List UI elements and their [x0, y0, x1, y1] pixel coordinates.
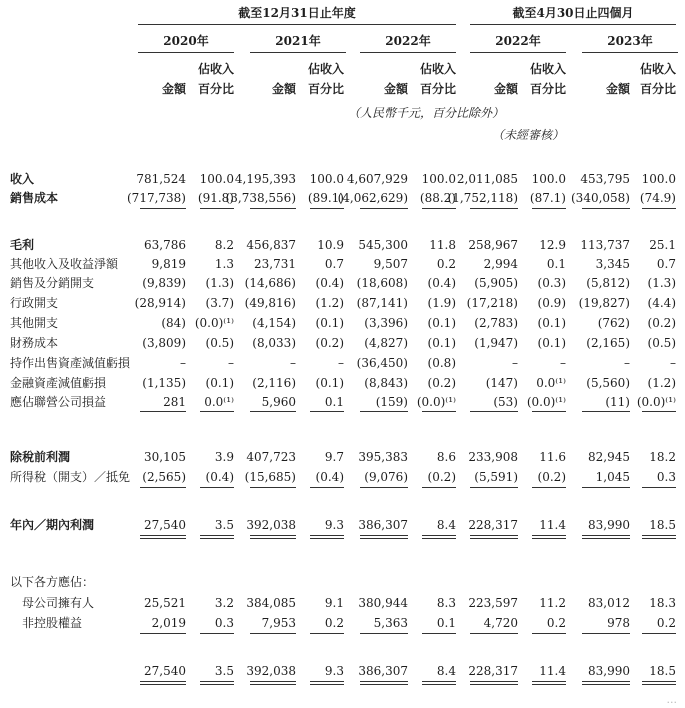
- amount-column-heading: 金額: [383, 82, 408, 96]
- amount-column-heading: 金額: [161, 82, 186, 96]
- amount-cell: (87,141): [356, 296, 408, 310]
- column-rule: [250, 411, 296, 412]
- row-label: 銷售成本: [10, 191, 59, 205]
- pct-column-heading: 百分比: [419, 82, 456, 96]
- column-rule: [532, 411, 566, 412]
- column-rule: [310, 487, 344, 488]
- amount-cell: (5,905): [474, 276, 518, 290]
- amount-cell: 281: [163, 395, 186, 409]
- percentage-cell: 0.7: [324, 257, 344, 271]
- percentage-cell: 0.7: [656, 257, 676, 271]
- amount-cell: –: [512, 356, 518, 370]
- column-rule: [200, 538, 234, 539]
- column-rule: [422, 411, 456, 412]
- amount-cell: 5,363: [373, 616, 408, 630]
- amount-cell: (84): [161, 316, 186, 330]
- amount-cell: 407,723: [246, 450, 296, 464]
- percentage-cell: (1.2): [647, 376, 676, 390]
- column-rule: [360, 681, 408, 682]
- amount-cell: 30,105: [144, 450, 186, 464]
- year-heading: 2020年: [163, 34, 209, 48]
- amount-cell: 113,737: [580, 238, 630, 252]
- amount-cell: (717,738): [127, 191, 186, 205]
- row-label: 其他收入及收益淨額: [10, 257, 119, 271]
- percentage-cell: 100.0: [531, 172, 566, 186]
- column-rule: [642, 535, 676, 536]
- amount-cell: (53): [493, 395, 518, 409]
- percentage-cell: (1.2): [315, 296, 344, 310]
- amount-cell: 228,317: [468, 518, 518, 532]
- row-label: 除稅前利潤: [10, 450, 71, 464]
- amount-cell: (8,033): [252, 336, 296, 350]
- column-rule: [360, 411, 408, 412]
- amount-cell: 392,038: [246, 518, 296, 532]
- percentage-cell: 0.2: [324, 616, 344, 630]
- column-rule: [250, 684, 296, 685]
- column-rule: [470, 684, 518, 685]
- column-rule: [140, 681, 186, 682]
- percentage-cell: 0.2: [656, 616, 676, 630]
- amount-column-heading: 金額: [605, 82, 630, 96]
- year-rule: [250, 52, 346, 53]
- percentage-cell: 0.0⁽¹⁾: [204, 395, 234, 409]
- column-rule: [200, 411, 234, 412]
- percentage-cell: –: [228, 356, 234, 370]
- percentage-cell: (1.3): [205, 276, 234, 290]
- amount-cell: 5,960: [261, 395, 296, 409]
- percentage-cell: (0.0)⁽¹⁾: [526, 395, 566, 409]
- percentage-cell: 100.0: [199, 172, 234, 186]
- percentage-cell: –: [560, 356, 566, 370]
- row-label: 毛利: [10, 238, 35, 252]
- percentage-cell: (0.1): [315, 316, 344, 330]
- column-rule: [250, 208, 296, 209]
- percentage-cell: (1.9): [427, 296, 456, 310]
- row-label: 應佔聯營公司損益: [10, 395, 107, 409]
- amount-cell: (5,591): [474, 470, 518, 484]
- percentage-cell: 18.3: [649, 596, 676, 610]
- amount-cell: (15,685): [244, 470, 296, 484]
- column-rule: [470, 538, 518, 539]
- pct-column-heading: 百分比: [529, 82, 566, 96]
- percentage-cell: (0.2): [537, 470, 566, 484]
- percentage-cell: 0.0⁽¹⁾: [536, 376, 566, 390]
- amount-cell: (1,947): [474, 336, 518, 350]
- amount-cell: 1,045: [595, 470, 630, 484]
- row-label: 行政開支: [10, 296, 59, 310]
- amount-cell: 456,837: [246, 238, 296, 252]
- amount-cell: (5,812): [586, 276, 630, 290]
- percentage-cell: (0.1): [537, 316, 566, 330]
- year-rule: [582, 52, 678, 53]
- amount-cell: 9,819: [151, 257, 186, 271]
- column-rule: [360, 684, 408, 685]
- percentage-cell: (0.3): [537, 276, 566, 290]
- percentage-cell: (0.0)⁽¹⁾: [194, 316, 234, 330]
- column-rule: [532, 535, 566, 536]
- column-rule: [310, 538, 344, 539]
- amount-cell: 7,953: [261, 616, 296, 630]
- column-rule: [310, 411, 344, 412]
- column-rule: [532, 538, 566, 539]
- amount-cell: 27,540: [144, 518, 186, 532]
- pct-column-heading: 佔收入: [529, 62, 566, 76]
- row-label: 金融資產減值虧損: [10, 376, 107, 390]
- amount-cell: (9,839): [142, 276, 186, 290]
- column-rule: [422, 681, 456, 682]
- percentage-cell: (0.5): [205, 336, 234, 350]
- amount-cell: (762): [597, 316, 630, 330]
- column-rule: [140, 208, 186, 209]
- column-rule: [470, 681, 518, 682]
- year-rule: [138, 52, 234, 53]
- amount-cell: (36,450): [356, 356, 408, 370]
- year-heading: 2022年: [385, 34, 431, 48]
- percentage-cell: (0.1): [537, 336, 566, 350]
- percentage-cell: (0.1): [315, 376, 344, 390]
- unaudited-note: （未經審核）: [492, 128, 565, 142]
- column-rule: [582, 538, 630, 539]
- percentage-cell: 11.4: [539, 518, 566, 532]
- amount-cell: (19,827): [578, 296, 630, 310]
- column-rule: [582, 633, 630, 634]
- percentage-cell: –: [338, 356, 344, 370]
- unit-note: （人民幣千元，百分比除外）: [348, 106, 505, 120]
- percentage-cell: 8.2: [214, 238, 234, 252]
- row-label: 母公司擁有人: [22, 596, 95, 610]
- amount-cell: (17,218): [466, 296, 518, 310]
- amount-cell: (1,135): [142, 376, 186, 390]
- column-rule: [422, 633, 456, 634]
- percentage-cell: 3.5: [214, 518, 234, 532]
- row-label: 收入: [10, 172, 35, 186]
- amount-cell: 223,597: [468, 596, 518, 610]
- pct-column-heading: 百分比: [197, 82, 234, 96]
- amount-cell: (18,608): [356, 276, 408, 290]
- amount-cell: (4,827): [364, 336, 408, 350]
- row-label: 年內／期內利潤: [10, 518, 95, 532]
- column-rule: [360, 538, 408, 539]
- amount-cell: 23,731: [254, 257, 296, 271]
- column-rule: [250, 487, 296, 488]
- percentage-cell: (3.7): [205, 296, 234, 310]
- amount-cell: 386,307: [358, 518, 408, 532]
- percentage-cell: (0.2): [427, 470, 456, 484]
- row-label: 持作出售資產減值虧損: [10, 356, 131, 370]
- column-rule: [200, 681, 234, 682]
- amount-cell: (1,752,118): [447, 191, 518, 205]
- percentage-cell: (0.1): [427, 316, 456, 330]
- amount-cell: 27,540: [144, 664, 186, 678]
- column-rule: [470, 208, 518, 209]
- percentage-cell: 0.1: [546, 257, 566, 271]
- column-rule: [422, 487, 456, 488]
- column-rule: [422, 684, 456, 685]
- percentage-cell: 0.3: [656, 470, 676, 484]
- percentage-cell: (0.2): [427, 376, 456, 390]
- column-rule: [532, 681, 566, 682]
- row-label: 財務成本: [10, 336, 59, 350]
- amount-cell: 453,795: [580, 172, 630, 186]
- header-rule: [138, 24, 456, 25]
- column-rule: [250, 681, 296, 682]
- pct-column-heading: 佔收入: [197, 62, 234, 76]
- column-rule: [140, 411, 186, 412]
- percentage-cell: 18.5: [649, 518, 676, 532]
- column-rule: [582, 681, 630, 682]
- column-rule: [582, 684, 630, 685]
- percentage-cell: (0.9): [537, 296, 566, 310]
- amount-cell: 2,994: [483, 257, 518, 271]
- percentage-cell: 3.2: [214, 596, 234, 610]
- amount-cell: 63,786: [144, 238, 186, 252]
- amount-cell: (2,116): [252, 376, 296, 390]
- amount-cell: 978: [607, 616, 630, 630]
- year-heading: 2023年: [607, 34, 653, 48]
- percentage-cell: 8.6: [436, 450, 456, 464]
- percentage-cell: (4.4): [647, 296, 676, 310]
- amount-cell: (159): [375, 395, 408, 409]
- period-years-heading: 截至12月31日止年度: [238, 6, 356, 20]
- column-rule: [470, 411, 518, 412]
- column-rule: [422, 208, 456, 209]
- row-label: 所得稅（開支）／抵免: [10, 470, 131, 484]
- column-rule: [642, 681, 676, 682]
- percentage-cell: 11.8: [429, 238, 456, 252]
- amount-cell: 545,300: [358, 238, 408, 252]
- percentage-cell: 18.5: [649, 664, 676, 678]
- percentage-cell: (0.2): [315, 336, 344, 350]
- percentage-cell: 100.0: [309, 172, 344, 186]
- period-months-heading: 截至4月30日止四個月: [512, 6, 634, 20]
- column-rule: [200, 535, 234, 536]
- column-rule: [582, 487, 630, 488]
- percentage-cell: 11.2: [539, 596, 566, 610]
- amount-cell: 233,908: [468, 450, 518, 464]
- percentage-cell: (0.0)⁽¹⁾: [416, 395, 456, 409]
- column-rule: [200, 208, 234, 209]
- amount-cell: 2,019: [151, 616, 186, 630]
- amount-cell: –: [290, 356, 296, 370]
- column-rule: [532, 208, 566, 209]
- amount-cell: –: [180, 356, 186, 370]
- percentage-cell: 0.3: [214, 616, 234, 630]
- percentage-cell: (0.4): [315, 276, 344, 290]
- column-rule: [642, 208, 676, 209]
- column-rule: [470, 487, 518, 488]
- amount-cell: (9,076): [364, 470, 408, 484]
- amount-cell: (2,783): [474, 316, 518, 330]
- amount-cell: 83,990: [588, 664, 630, 678]
- amount-cell: 25,521: [144, 596, 186, 610]
- column-rule: [470, 633, 518, 634]
- amount-cell: 83,990: [588, 518, 630, 532]
- percentage-cell: 18.2: [649, 450, 676, 464]
- amount-cell: (3,738,556): [225, 191, 296, 205]
- pct-column-heading: 佔收入: [639, 62, 676, 76]
- percentage-cell: 3.9: [214, 450, 234, 464]
- column-rule: [360, 535, 408, 536]
- percentage-cell: (0.8): [427, 356, 456, 370]
- pct-column-heading: 佔收入: [307, 62, 344, 76]
- amount-cell: 4,195,393: [234, 172, 296, 186]
- percentage-cell: (0.0)⁽¹⁾: [636, 395, 676, 409]
- year-heading: 2022年: [495, 34, 541, 48]
- column-rule: [310, 681, 344, 682]
- percentage-cell: 8.4: [436, 518, 456, 532]
- percentage-cell: 12.9: [539, 238, 566, 252]
- percentage-cell: (0.4): [315, 470, 344, 484]
- percentage-cell: 8.3: [436, 596, 456, 610]
- column-rule: [582, 208, 630, 209]
- header-rule: [470, 24, 676, 25]
- amount-cell: (5,560): [586, 376, 630, 390]
- percentage-cell: (0.4): [427, 276, 456, 290]
- percentage-cell: (88.2): [419, 191, 456, 205]
- column-rule: [200, 633, 234, 634]
- column-rule: [250, 538, 296, 539]
- percentage-cell: (91.8): [197, 191, 234, 205]
- percentage-cell: –: [670, 356, 676, 370]
- column-rule: [250, 633, 296, 634]
- column-rule: [200, 487, 234, 488]
- amount-cell: (2,565): [142, 470, 186, 484]
- column-rule: [250, 535, 296, 536]
- amount-cell: 4,720: [483, 616, 518, 630]
- column-rule: [140, 684, 186, 685]
- column-rule: [470, 535, 518, 536]
- percentage-cell: 100.0: [421, 172, 456, 186]
- amount-cell: (3,809): [142, 336, 186, 350]
- column-rule: [140, 535, 186, 536]
- amount-cell: (14,686): [244, 276, 296, 290]
- column-rule: [310, 535, 344, 536]
- amount-column-heading: 金額: [493, 82, 518, 96]
- percentage-cell: 100.0: [641, 172, 676, 186]
- column-rule: [642, 633, 676, 634]
- column-rule: [642, 538, 676, 539]
- amount-cell: 3,345: [595, 257, 630, 271]
- year-rule: [470, 52, 566, 53]
- amount-cell: 258,967: [468, 238, 518, 252]
- column-rule: [532, 487, 566, 488]
- column-rule: [422, 538, 456, 539]
- percentage-cell: 9.3: [324, 664, 344, 678]
- column-rule: [140, 538, 186, 539]
- amount-cell: 2,011,085: [456, 172, 518, 186]
- column-rule: [360, 487, 408, 488]
- amount-cell: –: [624, 356, 630, 370]
- percentage-cell: 0.2: [436, 257, 456, 271]
- column-rule: [360, 208, 408, 209]
- percentage-cell: (0.5): [647, 336, 676, 350]
- column-rule: [310, 633, 344, 634]
- percentage-cell: (0.1): [205, 376, 234, 390]
- pct-column-heading: 佔收入: [419, 62, 456, 76]
- percentage-cell: 10.9: [317, 238, 344, 252]
- column-rule: [642, 684, 676, 685]
- row-label: 以下各方應佔：: [10, 575, 95, 589]
- amount-cell: (11): [605, 395, 630, 409]
- amount-cell: (49,816): [244, 296, 296, 310]
- column-rule: [140, 487, 186, 488]
- amount-cell: 82,945: [588, 450, 630, 464]
- percentage-cell: 9.3: [324, 518, 344, 532]
- percentage-cell: 25.1: [649, 238, 676, 252]
- column-rule: [310, 208, 344, 209]
- amount-cell: (4,062,629): [337, 191, 408, 205]
- pct-column-heading: 百分比: [639, 82, 676, 96]
- column-rule: [200, 684, 234, 685]
- percentage-cell: (87.1): [529, 191, 566, 205]
- percentage-cell: 0.1: [436, 616, 456, 630]
- percentage-cell: (0.2): [647, 316, 676, 330]
- column-rule: [582, 411, 630, 412]
- amount-cell: 83,012: [588, 596, 630, 610]
- amount-cell: 395,383: [358, 450, 408, 464]
- percentage-cell: 3.5: [214, 664, 234, 678]
- amount-cell: 228,317: [468, 664, 518, 678]
- amount-cell: (2,165): [586, 336, 630, 350]
- column-rule: [140, 633, 186, 634]
- column-rule: [422, 535, 456, 536]
- amount-cell: (4,154): [252, 316, 296, 330]
- amount-cell: 384,085: [246, 596, 296, 610]
- amount-column-heading: 金額: [271, 82, 296, 96]
- year-heading: 2021年: [275, 34, 321, 48]
- column-rule: [532, 633, 566, 634]
- percentage-cell: 9.1: [324, 596, 344, 610]
- column-rule: [310, 684, 344, 685]
- percentage-cell: 0.2: [546, 616, 566, 630]
- percentage-cell: 9.7: [324, 450, 344, 464]
- row-label: 其他開支: [10, 316, 59, 330]
- amount-cell: (28,914): [134, 296, 186, 310]
- percentage-cell: 11.6: [539, 450, 566, 464]
- amount-cell: 9,507: [373, 257, 408, 271]
- column-rule: [532, 684, 566, 685]
- amount-cell: 392,038: [246, 664, 296, 678]
- amount-cell: (8,843): [364, 376, 408, 390]
- column-rule: [642, 487, 676, 488]
- amount-cell: 380,944: [358, 596, 408, 610]
- amount-cell: 781,524: [136, 172, 186, 186]
- percentage-cell: 8.4: [436, 664, 456, 678]
- amount-cell: (3,396): [364, 316, 408, 330]
- column-rule: [642, 411, 676, 412]
- pct-column-heading: 百分比: [307, 82, 344, 96]
- percentage-cell: 1.3: [214, 257, 234, 271]
- percentage-cell: (1.3): [647, 276, 676, 290]
- percentage-cell: 0.1: [324, 395, 344, 409]
- watermark: ...: [666, 693, 677, 706]
- year-rule: [360, 52, 456, 53]
- column-rule: [360, 633, 408, 634]
- percentage-cell: 11.4: [539, 664, 566, 678]
- percentage-cell: (0.1): [427, 336, 456, 350]
- amount-cell: 4,607,929: [346, 172, 408, 186]
- row-label: 銷售及分銷開支: [10, 276, 95, 290]
- row-label: 非控股權益: [22, 616, 83, 630]
- amount-cell: (340,058): [571, 191, 630, 205]
- percentage-cell: (89.1): [307, 191, 344, 205]
- column-rule: [582, 535, 630, 536]
- amount-cell: (147): [485, 376, 518, 390]
- percentage-cell: (74.9): [639, 191, 676, 205]
- amount-cell: 386,307: [358, 664, 408, 678]
- percentage-cell: (0.4): [205, 470, 234, 484]
